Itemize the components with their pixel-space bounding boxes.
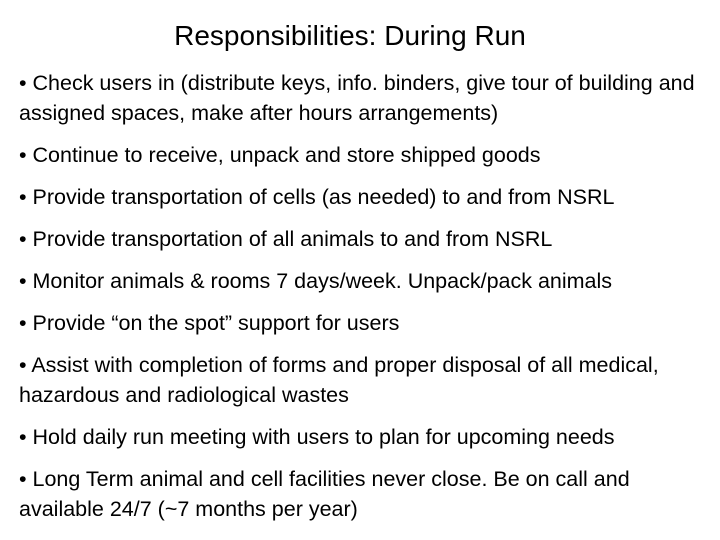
bullet-receive-goods: • Continue to receive, unpack and store shipped goods bbox=[19, 143, 541, 167]
bullet-long-term-facilities: • Long Term animal and cell facilities never close. Be on call and available 24/7 (~7 months per year) bbox=[19, 467, 630, 521]
slide-title: Responsibilities: During Run bbox=[174, 20, 526, 51]
bullet-transport-animals: • Provide transportation of all animals to and from NSRL bbox=[19, 227, 553, 251]
bullet-daily-run-meeting: • Hold daily run meeting with users to plan for upcoming needs bbox=[19, 425, 615, 449]
bullet-check-users-in: • Check users in (distribute keys, info. binders, give tour of building and assigned spaces, make after hours arrangements) bbox=[19, 71, 695, 125]
bullet-waste-disposal: • Assist with completion of forms and proper disposal of all medical, hazardous and radiological wastes bbox=[19, 353, 659, 407]
bullet-on-the-spot-support: • Provide “on the spot” support for users bbox=[19, 311, 400, 335]
bullet-list bbox=[19, 68, 709, 536]
bullet-monitor-animals: • Monitor animals & rooms 7 days/week. Unpack/pack animals bbox=[19, 269, 613, 293]
bullet-transport-cells: • Provide transportation of cells (as needed) to and from NSRL bbox=[19, 185, 615, 209]
